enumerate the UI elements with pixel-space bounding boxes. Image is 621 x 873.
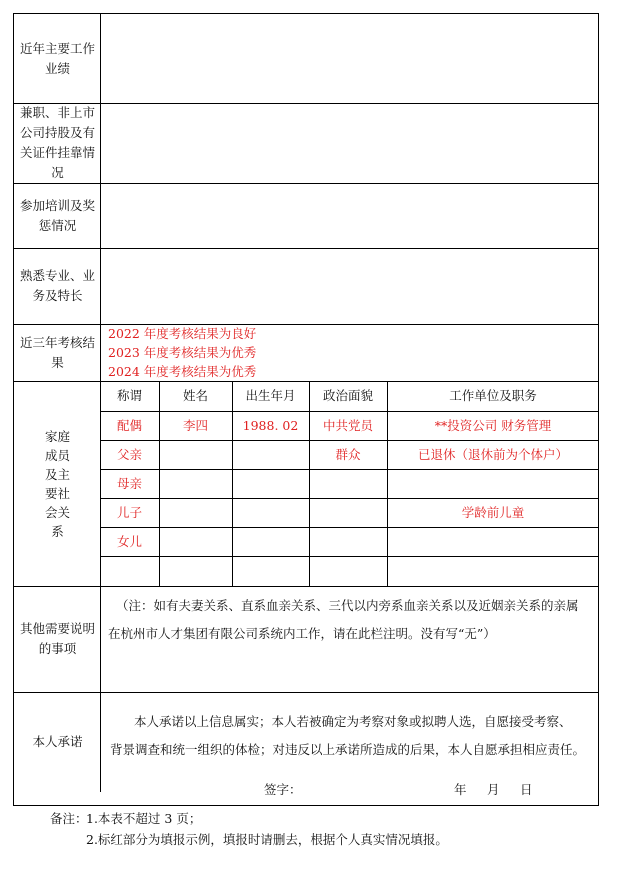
table-row-divider [100, 440, 598, 441]
row-divider [14, 381, 598, 382]
table-cell: 李四 [182, 418, 208, 433]
header-birth: 出生年月 [245, 388, 296, 403]
table-row-divider [100, 556, 598, 557]
date-month: 月 [487, 782, 500, 797]
table-row-divider [100, 498, 598, 499]
row-divider [14, 183, 598, 184]
table-cell: 配偶 [116, 418, 142, 433]
row-divider [14, 248, 598, 249]
label-specialty: 熟悉专业、业务及特长 [19, 268, 95, 303]
table-row-divider [100, 469, 598, 470]
signature-label: 签字： [264, 782, 302, 797]
header-relation: 称谓 [116, 388, 142, 403]
remarks-item-1: 1.本表不超过 3 页； [86, 811, 202, 826]
date-day: 日 [520, 782, 533, 797]
table-cell: 1988. 02 [242, 418, 299, 433]
promise-text [110, 708, 598, 764]
table-cell: 已退休（退休前为个体户） [417, 447, 568, 462]
table-cell: 学龄前儿童 [461, 505, 525, 520]
table-cell: 儿子 [116, 505, 142, 520]
label-part-time: 兼职、非上市公司持股及有关证件挂靠情况 [19, 105, 95, 180]
label-other: 其他需要说明的事项 [19, 621, 95, 656]
promise-line: 背景调查和统一组织的体检；对违反以上承诺所造成的后果，本人自愿承担相应责任。 [110, 742, 586, 757]
table-cell: **投资公司 财务管理 [434, 418, 552, 433]
other-note-line: 在杭州市人才集团有限公司系统内工作，请在此栏注明。没有写“无”） [108, 626, 496, 641]
evaluation-line: 2022 年度考核结果为良好 [108, 326, 257, 341]
application-form [13, 13, 599, 806]
date-year: 年 [454, 782, 467, 797]
label-evaluation: 近三年考核结果 [19, 334, 95, 370]
row-divider [14, 692, 598, 693]
table-cell: 中共党员 [322, 418, 373, 433]
header-political: 政治面貌 [322, 388, 373, 403]
table-cell: 女儿 [116, 534, 142, 549]
table-cell: 群众 [335, 447, 361, 462]
remarks-item-2: 2.标红部分为填报示例，填报时请删去，根据个人真实情况填报。 [86, 832, 448, 847]
row-divider [14, 103, 598, 104]
table-cell: 父亲 [116, 447, 142, 462]
table-cell: 母亲 [116, 476, 142, 491]
promise-line: 本人承诺以上信息属实；本人若被确定为考察对象或拟聘人选，自愿接受考察、 [134, 714, 572, 729]
header-workplace: 工作单位及职务 [449, 388, 537, 403]
evaluation-results [108, 324, 256, 381]
remarks-label: 备注： [50, 811, 88, 826]
header-name: 姓名 [182, 388, 208, 403]
label-family: 家庭成员及主要社会关系 [44, 428, 70, 539]
table-row-divider [100, 527, 598, 528]
label-promise: 本人承诺 [32, 734, 83, 749]
row-divider [14, 324, 598, 325]
other-note [108, 592, 596, 648]
evaluation-line: 2023 年度考核结果为优秀 [108, 345, 257, 360]
label-achievements: 近年主要工作业绩 [19, 40, 95, 76]
evaluation-line: 2024 年度考核结果为优秀 [108, 364, 257, 379]
row-divider [14, 586, 598, 587]
table-row-divider [100, 411, 598, 412]
other-note-line: （注：如有夫妻关系、直系血亲关系、三代以内旁系血亲关系以及近姻亲关系的亲属 [116, 598, 579, 613]
label-training: 参加培训及奖惩情况 [19, 197, 95, 233]
